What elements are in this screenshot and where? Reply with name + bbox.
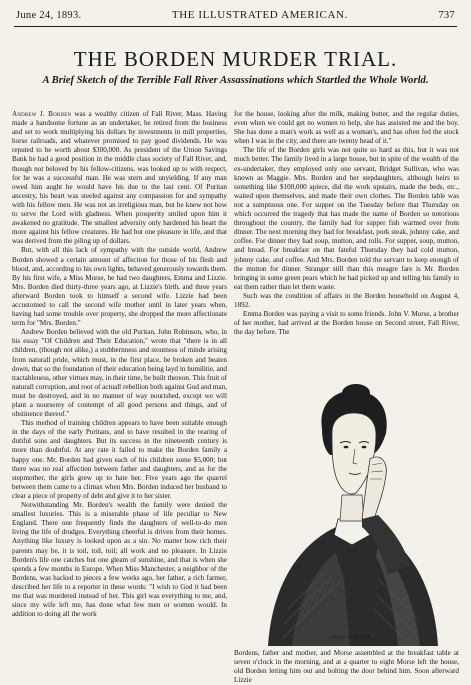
- lead-name: Andrew J. Borden: [12, 110, 72, 118]
- right-column: [234, 110, 459, 385]
- body-paragraph: Such was the condition of affairs in the Borden household on August 4, 1892.: [234, 291, 459, 309]
- left-column: [12, 110, 227, 678]
- publication-name: THE ILLUSTRATED AMERICAN.: [171, 9, 348, 21]
- body-paragraph: This method of training children appears to have been suitable enough in the days of the early Puritans, and to have resulted in the rearing of dutiful sons and daughters. But its success in the nineteenth century is more than doubtful. At any rate it failed to make the Borden family a happy one. Mr. Borden had given each of his children some $5,000; but there was no real affection between father and daughters, and as for the stepmother, the girls grew up to hate her. Five years ago the quarrel between them came to a climax when Mrs. Borden induced her husband to clear a piece of property of debt and give it to her sister.: [12, 419, 227, 500]
- page-number: 737: [438, 9, 455, 21]
- body-paragraph: for the house, looking after the milk, making butter, and the regular duties, even when we could get no women to help, she has assisted me and the boy. She has done a man's work as well as a woman's, and has often fed the stock when I was in the city, and there are twenty head of it.": [234, 110, 459, 146]
- body-paragraph: Andrew Borden believed with the old Puritan, John Robinson, who, in his essay "Of Children and Their Education," wrote that "there is in all children, (though not alike,) a stubbernness and stoutness of minde arising from naturall pride, which must, in the first place, be broken and beaten down, that so the foundation of their education being layd in humilitie, and tractableness, other virtues may, in their time, be built thereon. This fruit of naturall corruption, and root of actuall rebellion both against God and man, must be destroyed, and in no manner of way nourished, except we will plant a nourserey of contempt of all good persons and things, and of obstinence thereof.": [12, 328, 227, 419]
- body-paragraph: Bordens, father and mother, and Morse assembled at the breakfast table at seven o'clock in the morning, and at a quarter to eight Morse left the house, old Borden letting him out and bolting the door behind him. Soon afterward Lizzie: [234, 649, 459, 685]
- body-paragraph: The life of the Borden girls was not quite so hard as this, but it was not much better. The family lived in a large house, but in spite of the wealth of the ex-undertaker, they employed only one servant, Bridget Sullivan, who was known as Maggie. Mrs. Borden and her stepdaughters, although heirs to something like $100,000 apiece, did the work upstairs, made the beds, etc., waited upon themselves, and made their own clothes. The Borden table was not a sumptuous one. For supper on the Tuesday before that Thursday on which occurred the tragedy that has made the name of Borden so notorious throughout the country, the family had for supper fish warmed over from dinner. The next morning they had for breakfast, pork steak, johnny cake, and coffee. For dinner they had soup, mutton, and rolls. For supper, soup, mutton, and bread. For breakfast on that fateful Thursday they had cold mutton, johnny cake, and coffee. And Mrs. Borden told the servant to keep enough of the mutton for dinner. Stranger still than this meagre fare is Mr. Borden bringing in some green pears which he had picked up and telling his family to eat them rather than let them waste.: [234, 146, 459, 291]
- lead-paragraph: [12, 110, 227, 246]
- issue-date: June 24, 1893.: [16, 9, 82, 21]
- article-subtitle: A Brief Sketch of the Terrible Fall River Assassinations which Startled the Whole World.: [42, 75, 429, 86]
- lead-text: was a wealthy citizen of Fall River, Mass. Having made a handsome fortune as an undertaker, he retired from the business and set to work multiplying his dollars by investments in mill properties, horse railroads, and whatever promised to pay good dividends. He was reputed to be worth about $300,000. As president of the Union Savings Bank he had a good position in the middle class society of Fall River, and, though not beloved by his fellow-citizens, was looked up to with respect, for he was a successful man. He was stern and unyielding. If any man owed him aught he would have his due to the last cent. Of Puritan ancestry, his heart was steeled against any compassion for and sympathy with his fellow men. He was not an irreligious man, but he knew not how to serve the Lord with gladness. When prosperity smiled upon him it awakened no gratitude. The smallest adversity only hardened his heart the more against his fellow creatures. He had but one pleasure in life, and that was derived from the piling up of dollars.: [12, 110, 227, 246]
- lizzie-borden-portrait: [258, 369, 442, 646]
- article-title: THE BORDEN MURDER TRIAL.: [73, 47, 398, 71]
- body-paragraph: Emma Borden was paying a visit to some friends. John V. Morse, a brother of her mother, had arrived at the Borden house on Second street, Fall River, the day before. The: [234, 310, 459, 337]
- header-rule: [14, 26, 457, 27]
- running-head: [16, 6, 455, 24]
- body-paragraph: But, with all this lack of sympathy with the outside world, Andrew Borden showed a certain amount of affection for those of his flesh and blood, and, according to his own lights, behaved generously towards them. By his first wife, a Miss Morse, he had two daughters, Emma and Lizzie. Mrs. Borden died thirty-three years ago, at Lizzie's birth, and three years afterward Borden took to himself a second wife. Lizzie had been accustomed to call the second wife mother until in later years when, having had some trouble over property, she dropped the more affectionate term for "Mrs. Borden.": [12, 246, 227, 328]
- portrait-caption: LIZZIE BORDEN.: [327, 636, 373, 641]
- right-column-continued: [234, 649, 459, 685]
- body-paragraph: Notwithstanding Mr. Borden's wealth the family were denied the smallest luxuries. This is a miserable phase of life peculiar to New England. There one frequently finds the daughters of well-to-do men living the life of drudges. Everything cheerful is driven from their homes. Anything like luxury is looked upon as a sin. No matter how rich their parents may be, it is toil, toil, toil; all work and no pleasure. In Lizzie Borden's life one catches but one gleam of sunshine, and that is when she spends a few months in Europe. When Miss Manchester, a neighbor of the Bordens, was hacked to pieces a few weeks ago, her father, a rich farmer, described her life to a reporter in these words: "I wish to God it had been me that was murdered instead of her. This girl was everything to me, and, since my wife left me, has done what few men or women would. In addition to doing all the work: [12, 501, 227, 619]
